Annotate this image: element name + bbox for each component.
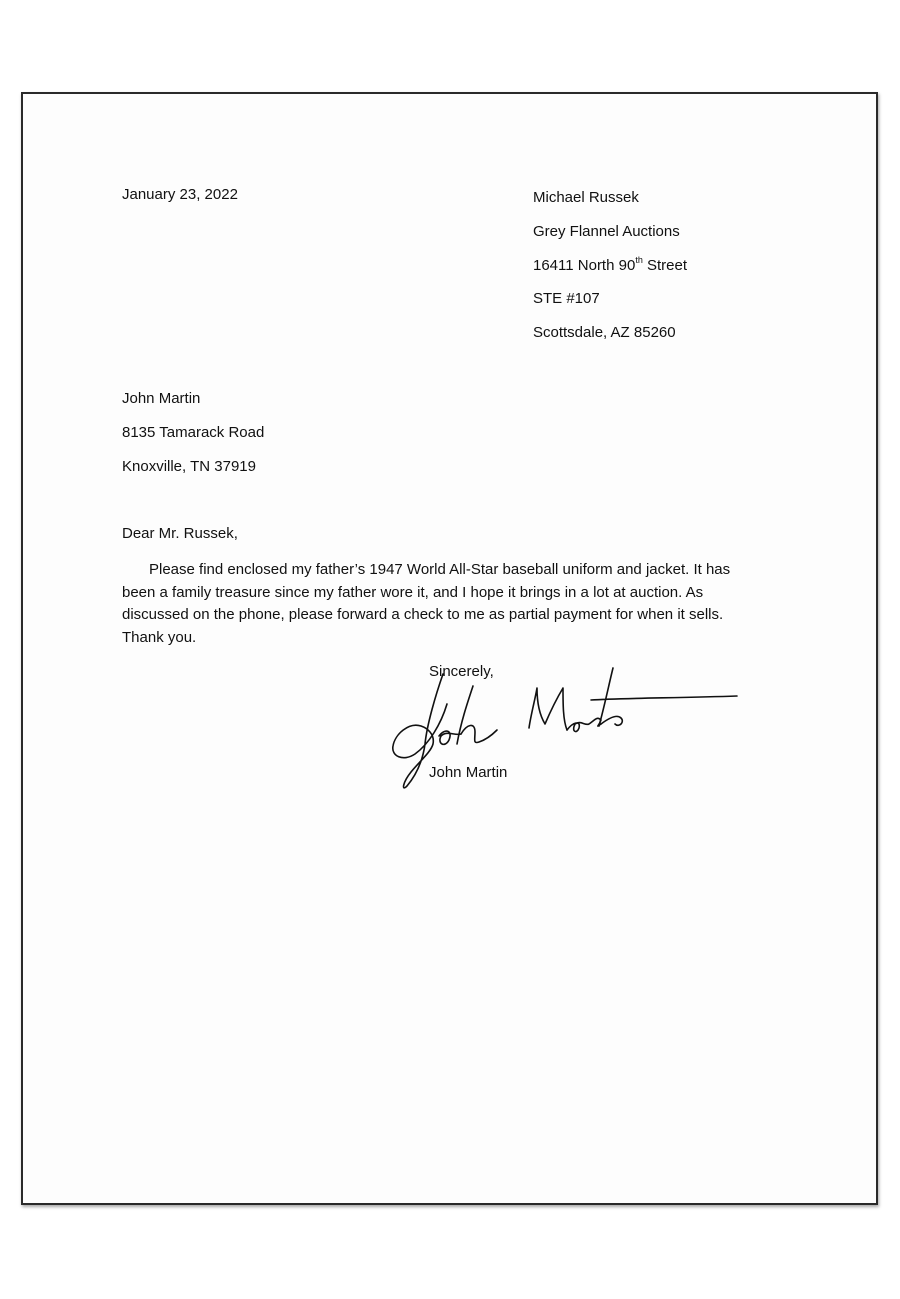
recipient-street-ordinal-suffix: th (635, 255, 643, 265)
signature-name: John Martin (429, 764, 508, 781)
recipient-company: Grey Flannel Auctions (533, 223, 680, 240)
sender-name: John Martin (122, 390, 201, 407)
recipient-street-type: Street (647, 257, 688, 274)
recipient-city-state-zip: Scottsdale, AZ 85260 (533, 324, 676, 341)
body-line: discussed on the phone, please forward a check to me as partial payment for when it sells. (122, 606, 724, 623)
body-line: been a family treasure since my father wore it, and I hope it brings in a lot at auction. As (122, 583, 704, 601)
salutation: Dear Mr. Russek, (122, 525, 238, 542)
body-line: Thank you. (122, 628, 197, 646)
letter-body (122, 559, 762, 649)
closing: Sincerely, (429, 663, 494, 680)
letter-page (21, 92, 878, 1205)
body-line: Please find enclosed my father’s 1947 World All-Star baseball uniform and jacket. It has (149, 561, 731, 578)
letter-date: January 23, 2022 (122, 186, 238, 203)
recipient-street (533, 257, 687, 275)
sender-city-state-zip: Knoxville, TN 37919 (122, 458, 256, 475)
recipient-street-number-name: 16411 North 90 (533, 257, 636, 274)
recipient-suite: STE #107 (533, 290, 600, 307)
sender-street: 8135 Tamarack Road (122, 424, 265, 441)
recipient-name: Michael Russek (533, 189, 639, 206)
